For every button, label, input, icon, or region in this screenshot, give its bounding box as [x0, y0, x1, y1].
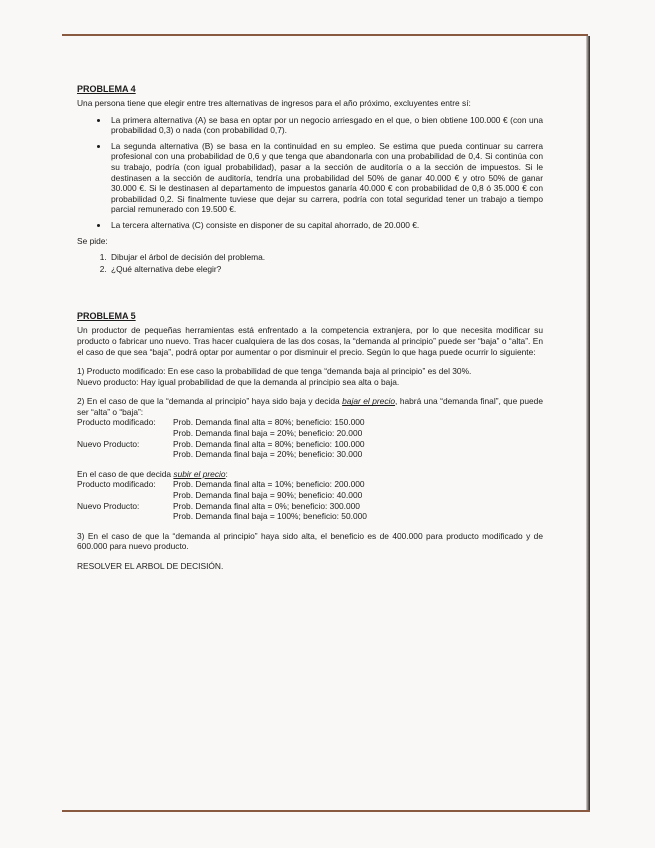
- alternative-a: • La primera alternativa (A) se basa en optar por un negocio arriesgado en el que, o bien obtiene 100.000 € (con una probabilidad 0,3) o nada (con probabilidad 0,7).: [109, 115, 543, 136]
- point-1-line-1: 1) Producto modificado: En ese caso la probabilidad de que tenga “demanda baja al principio” es del 30%.: [77, 366, 472, 377]
- point-1-line-2: Nuevo producto: Hay igual probabilidad de que la demanda al principio sea alta o baja.: [77, 376, 400, 387]
- se-pide: Se pide:: [77, 235, 108, 246]
- document-body: [77, 84, 543, 572]
- row-label: [77, 511, 173, 522]
- table-row: [77, 479, 543, 490]
- page-edge-shadow: [586, 36, 590, 812]
- subir-precio-table: [77, 479, 543, 521]
- top-rule: [62, 34, 588, 36]
- row-value: Prob. Demanda final baja = 100%; beneficio: 50.000: [173, 511, 367, 522]
- subir-intro-a: En el caso de que decida: [77, 468, 174, 479]
- problema-4-title: PROBLEMA 4: [77, 84, 136, 94]
- subir-intro-b: :: [225, 468, 228, 479]
- table-row: [77, 417, 543, 428]
- questions-list: [77, 252, 543, 274]
- table-row: [77, 490, 543, 501]
- row-value: Prob. Demanda final baja = 20%; beneficio: 20.000: [173, 428, 363, 439]
- row-value: Prob. Demanda final baja = 90%; beneficio: 40.000: [173, 490, 363, 501]
- point-3: 3) En el caso de que la “demanda al principio” haya sido alta, el beneficio es de 400.000 para producto modificado y de 600.000 para nuevo producto.: [77, 530, 543, 552]
- row-value: Prob. Demanda final baja = 20%; beneficio: 30.000: [173, 449, 363, 460]
- problema-4-intro: Una persona tiene que elegir entre tres alternativas de ingresos para el año próximo, excluyentes entre sí:: [77, 98, 471, 108]
- table-row: [77, 449, 543, 460]
- problema-5-intro: Un productor de pequeñas herramientas está enfrentado a la competencia extranjera, por lo que necesita modificar su producto o fabricar uno nuevo. Tras hacer cualquiera de las dos cosas, la “demanda al principio” puede ser “baja” o “alta”. En el caso de que sea “baja”, podrá optar por aumentar o por disminuir el precio. Según lo que haga puede ocurrir lo siguiente:: [77, 325, 543, 357]
- point-2-intro: [77, 396, 543, 417]
- table-row: [77, 439, 543, 450]
- alternative-c: • La tercera alternativa (C) consiste en disponer de su capital ahorrado, de 20.000 €.: [109, 220, 543, 231]
- question-1: 1. Dibujar el árbol de decisión del problema.: [109, 252, 543, 263]
- resolver-instruction: RESOLVER EL ARBOL DE DECISIÓN.: [77, 561, 224, 571]
- alternatives-list: [77, 115, 543, 231]
- row-label: [77, 490, 173, 501]
- row-value: Prob. Demanda final alta = 0%; beneficio: 300.000: [173, 500, 360, 511]
- point-2-intro-a: 2) En el caso de que la “demanda al principio” haya sido baja y decida: [77, 396, 343, 407]
- row-label: [77, 428, 173, 439]
- row-label: Producto modificado:: [77, 417, 156, 428]
- row-label: Nuevo Producto:: [77, 500, 140, 511]
- table-row: [77, 501, 543, 512]
- problema-5: [77, 311, 543, 571]
- subir-precio-text: subir el precio: [173, 468, 226, 479]
- problema-4: [77, 84, 543, 274]
- bottom-rule: [62, 810, 590, 812]
- row-label: Producto modificado:: [77, 479, 156, 490]
- row-value: Prob. Demanda final alta = 80%; beneficio: 100.000: [173, 438, 365, 449]
- row-value: Prob. Demanda final alta = 10%; beneficio: 200.000: [173, 479, 365, 490]
- row-value: Prob. Demanda final alta = 80%; beneficio: 150.000: [173, 417, 365, 428]
- bajar-precio-table: [77, 417, 543, 459]
- problema-5-title: PROBLEMA 5: [77, 311, 136, 322]
- table-row: [77, 428, 543, 439]
- question-2: 2. ¿Qué alternativa debe elegir?: [109, 264, 543, 275]
- alternative-b: • La segunda alternativa (B) se basa en la continuidad en su empleo. Se estima que pueda continuar su carrera profesional con una probabilidad de 0,6 y que tenga que abandonarla con una probabilidad de 0,4. Si continúa con su trabajo, podría (con igual probabilidad), pasar a la sección de auditoría o a la sección de impuestos. Si le destinasen a la sección de auditoría, tendría una probabilidad del 50% de ganar 40.000 € y otro 50% de ganar 30.000 €. Si le destinasen al departamento de impuestos ganaría 40.000 € con probabilidad de 0,8 ó 35.000 € con probabilidad 0,2. Si finalmente tuviese que dejar su carrera, podría con total seguridad tener un trabajo a tiempo parcial remunerado con 19.500 €.: [109, 141, 543, 215]
- row-label: [77, 449, 173, 460]
- subir-precio-intro: [77, 469, 543, 480]
- table-row: [77, 511, 543, 522]
- row-label: Nuevo Producto:: [77, 438, 140, 449]
- bajar-precio-text: bajar el precio: [342, 396, 396, 407]
- point-2-intro-b: , habrá una “demanda final”, que puede ser “alta” o “baja”:: [77, 396, 544, 417]
